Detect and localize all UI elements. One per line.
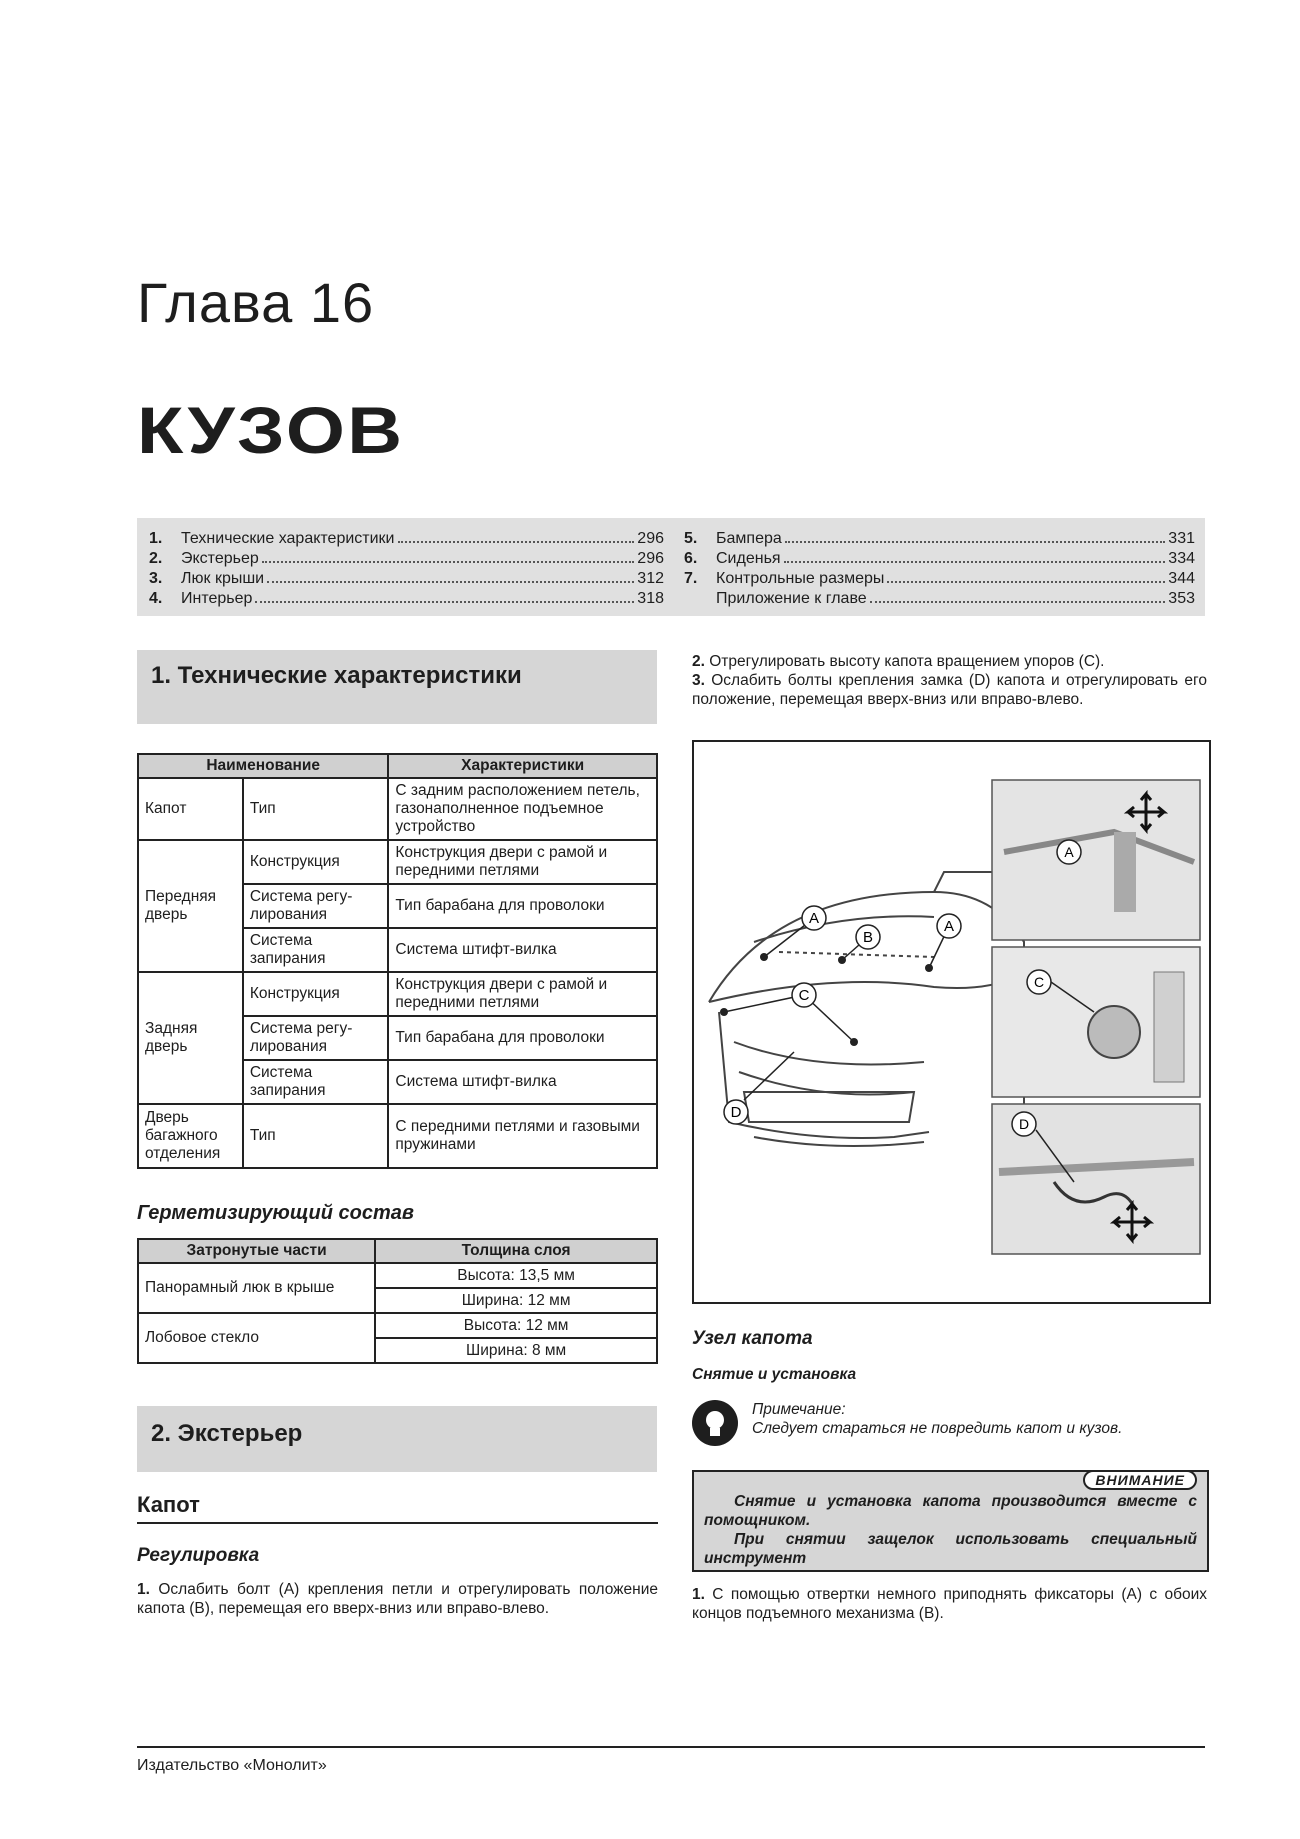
toc-item-name: Бамперa <box>716 530 782 547</box>
toc-item-page: 296 <box>637 530 664 547</box>
toc-item-page: 353 <box>1168 590 1195 607</box>
toc-item-page: 318 <box>637 590 664 607</box>
table-cell: Система запирания <box>243 1060 389 1104</box>
toc-item <box>149 569 664 589</box>
table-cell: Система регу-лирования <box>243 884 389 928</box>
table-cell: С передними петлями и газовыми пружинами <box>388 1104 657 1168</box>
toc-right-column <box>684 529 1195 609</box>
step-number: 1. <box>692 1586 705 1603</box>
toc-item-page: 331 <box>1168 530 1195 547</box>
note-title: Примечание: <box>752 1401 846 1418</box>
toc-item <box>684 549 1195 569</box>
table-cell: Конструкция двери с рамой и передними петлями <box>388 972 657 1016</box>
sealant-heading: Герметизирующий состав <box>137 1202 414 1224</box>
label-a: A <box>1064 844 1074 860</box>
toc-leader <box>255 601 634 603</box>
toc-item-page: 312 <box>637 570 664 587</box>
toc-item-name: Экстерьер <box>181 550 259 567</box>
table-row <box>138 972 657 1016</box>
toc-item-number: 3. <box>149 570 163 587</box>
table-cell: Тип <box>243 1104 389 1168</box>
toc-leader <box>887 581 1165 583</box>
table-header-row <box>138 1239 657 1263</box>
toc-item-name: Приложение к главе <box>716 590 867 607</box>
toc-item <box>149 589 664 609</box>
table-header: Толщина слоя <box>375 1239 657 1263</box>
table-cell: Высота: 13,5 мм <box>375 1263 657 1288</box>
regulirovka-heading: Регулировка <box>137 1545 260 1566</box>
toc-item-number: 5. <box>684 530 698 547</box>
step-paragraph <box>692 1585 1207 1623</box>
table-cell: Конструкция <box>243 972 389 1016</box>
step-text: Ослабить болт (А) крепления петли и отрегулировать положение капота (В), перемещая его вверх-вниз или вправо-влево. <box>137 1581 659 1617</box>
toc-item-name: Контрольные размеры <box>716 570 885 587</box>
hood-diagram <box>694 742 1209 1302</box>
step-number: 2. <box>692 653 705 670</box>
warning-text <box>704 1492 1197 1568</box>
toc-item <box>149 529 664 549</box>
table-cell: Капот <box>138 778 243 840</box>
table-row <box>138 840 657 884</box>
label-d: D <box>730 1104 742 1121</box>
table-cell: Конструкция <box>243 840 389 884</box>
toc-item-page: 344 <box>1168 570 1195 587</box>
inset-photo-hinge <box>992 780 1200 940</box>
warning-box <box>692 1470 1209 1572</box>
table-cell: Тип барабана для проволоки <box>388 1016 657 1060</box>
toc-leader <box>398 541 635 543</box>
toc-item <box>684 569 1195 589</box>
toc-item-page: 296 <box>637 550 664 567</box>
table-cell: Ширина: 12 мм <box>375 1288 657 1313</box>
chapter-label: Глава 16 <box>137 271 375 334</box>
toc-item <box>149 549 664 569</box>
warning-badge: ВНИМАНИЕ <box>1083 1470 1197 1490</box>
label-c: C <box>1033 974 1045 990</box>
inset-photo-latch <box>992 1104 1200 1254</box>
step-paragraph <box>137 1580 658 1618</box>
table-cell: Тип <box>243 778 389 840</box>
section-1-title: 1. Технические характеристики <box>151 662 522 689</box>
section-1-header <box>137 650 657 724</box>
hood-assembly-heading: Узел капота <box>692 1328 813 1349</box>
label-d: D <box>1018 1116 1030 1132</box>
warning-line: Снятие и установка капота производится вместе с помощником. <box>704 1493 1197 1529</box>
hood-assembly-subheading: Снятие и установка <box>692 1366 857 1383</box>
toc-item-name: Сиденья <box>716 550 781 567</box>
step-text: С помощью отвертки немного приподнять фиксаторы (А) с обоих концов подъемного механизма (В). <box>692 1586 1208 1622</box>
label-a: A <box>943 918 955 935</box>
toc-leader <box>785 541 1166 543</box>
note-text: Следует стараться не повредить капот и кузов. <box>752 1420 1123 1437</box>
footer-publisher: Издательство «Монолит» <box>137 1757 327 1774</box>
table-cell: Тип барабана для проволоки <box>388 884 657 928</box>
chapter-title: КУЗОВ <box>137 393 405 467</box>
toc-item-page: 334 <box>1168 550 1195 567</box>
table-row <box>138 1104 657 1168</box>
note-icon <box>692 1400 738 1446</box>
step-paragraph <box>692 652 1207 671</box>
footer-rule <box>137 1746 1205 1748</box>
table-row <box>138 1313 657 1338</box>
table-cell: С задним расположением петель, газонаполненное подъемное устройство <box>388 778 657 840</box>
toc-item-number: 7. <box>684 570 698 587</box>
section-2-title: 2. Экстерьер <box>151 1420 303 1447</box>
warning-line: При снятии защелок использовать специальный инструмент <box>704 1531 1197 1567</box>
toc-item <box>684 589 1195 609</box>
toc-item <box>684 529 1195 549</box>
step-paragraph <box>692 671 1207 709</box>
toc-left-column <box>149 529 664 609</box>
label-a: A <box>808 910 820 927</box>
table-header: Характеристики <box>388 754 657 778</box>
table-cell: Дверь багажного отделения <box>138 1104 243 1168</box>
table-row <box>138 1263 657 1288</box>
table-header-row <box>138 754 657 778</box>
table-cell: Задняя дверь <box>138 972 243 1104</box>
step-text: Отрегулировать высоту капота вращением упоров (С). <box>709 653 1105 670</box>
table-cell: Лобовое стекло <box>138 1313 375 1363</box>
table-of-contents <box>137 518 1205 616</box>
hood-figure <box>692 740 1211 1304</box>
toc-leader <box>262 561 635 563</box>
table-cell: Ширина: 8 мм <box>375 1338 657 1363</box>
table-cell: Высота: 12 мм <box>375 1313 657 1338</box>
toc-item-name: Технические характеристики <box>181 530 395 547</box>
step-number: 1. <box>137 1581 150 1598</box>
toc-item-number: 4. <box>149 590 163 607</box>
toc-item-name: Интерьер <box>181 590 253 607</box>
table-cell: Система регу-лирования <box>243 1016 389 1060</box>
table-cell: Панорамный люк в крыше <box>138 1263 375 1313</box>
table-cell: Передняя дверь <box>138 840 243 972</box>
table-cell: Система штифт-вилка <box>388 1060 657 1104</box>
toc-item-number: 2. <box>149 550 163 567</box>
toc-leader <box>784 561 1166 563</box>
divider <box>137 1522 658 1524</box>
table-header: Наименование <box>138 754 388 778</box>
section-2-header <box>137 1406 657 1472</box>
sealant-table <box>137 1238 658 1364</box>
car-illustration <box>709 872 1024 1146</box>
label-b: B <box>862 929 874 946</box>
inset-photo-stopper <box>992 947 1200 1097</box>
step-number: 3. <box>692 672 705 689</box>
toc-item-number: 6. <box>684 550 698 567</box>
toc-item-number: 1. <box>149 530 163 547</box>
table-cell: Конструкция двери с рамой и передними петлями <box>388 840 657 884</box>
note <box>752 1400 1207 1438</box>
table-cell: Система штифт-вилка <box>388 928 657 972</box>
toc-leader <box>870 601 1166 603</box>
label-c: C <box>798 987 810 1004</box>
figure-markers <box>720 953 933 1046</box>
toc-leader <box>267 581 634 583</box>
table-cell: Система запирания <box>243 928 389 972</box>
toc-item-name: Люк крыши <box>181 570 265 587</box>
table-header: Затронутые части <box>138 1239 375 1263</box>
kapot-heading: Капот <box>137 1492 200 1517</box>
table-row <box>138 778 657 840</box>
spec-table <box>137 753 658 1169</box>
step-text: Ослабить болты крепления замка (D) капота и отрегулировать его положение, перемещая вверх-вниз или вправо-влево. <box>692 672 1207 708</box>
